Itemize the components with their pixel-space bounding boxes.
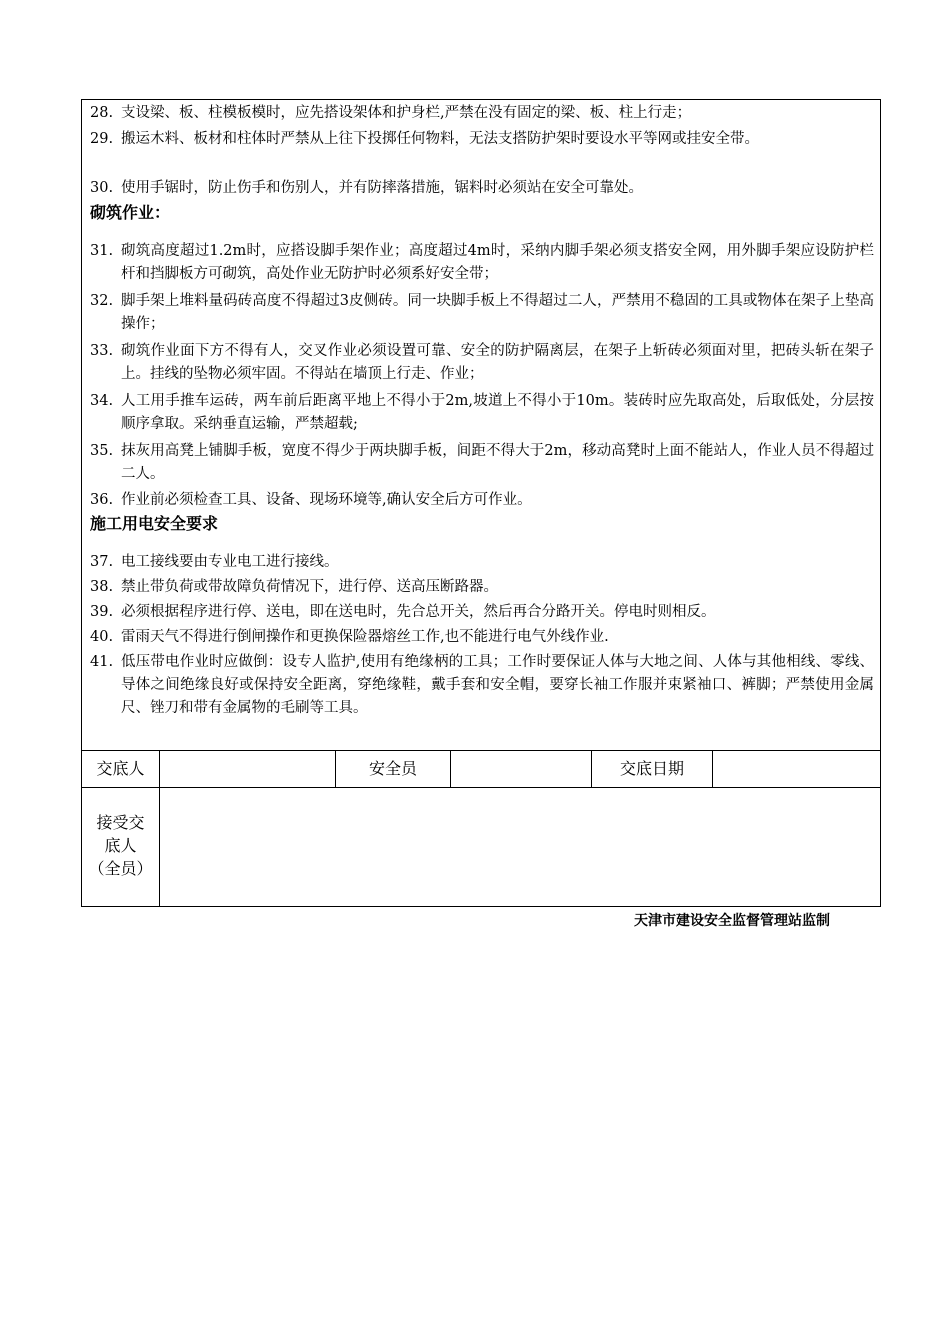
handover-date-field[interactable] bbox=[713, 751, 880, 787]
list-item bbox=[90, 651, 874, 720]
section-heading-electrical: 施工用电安全要求 bbox=[90, 514, 219, 533]
item-number: 36. bbox=[90, 492, 114, 508]
item-number: 34. bbox=[90, 393, 114, 409]
item-number: 32. bbox=[90, 293, 114, 309]
item-text: 雷雨天气不得进行倒闸操作和更换保险器熔丝工作,也不能进行电气外线作业. bbox=[121, 629, 609, 645]
item-text: 砌筑高度超过1.2m时，应搭设脚手架作业；高度超过4m时，采纳内脚手架必须支搭安全网，用外脚手架应设防护栏杆和挡脚板方可砌筑，高处作业无防护时必须系好安全带； bbox=[121, 243, 874, 282]
list-item bbox=[90, 240, 874, 286]
list-item bbox=[90, 576, 874, 599]
section-heading-masonry: 砌筑作业： bbox=[90, 203, 171, 222]
safety-officer-field[interactable] bbox=[451, 751, 591, 787]
list-item bbox=[90, 489, 874, 512]
receiver-label-line: （全员） bbox=[88, 859, 153, 878]
list-item bbox=[90, 440, 874, 486]
handover-person-field[interactable] bbox=[160, 751, 335, 787]
list-item bbox=[90, 340, 874, 386]
safety-briefing-table bbox=[81, 99, 881, 907]
handover-person-label: 交底人 bbox=[96, 759, 145, 778]
item-number: 38. bbox=[90, 579, 114, 595]
receiver-label-line: 底人 bbox=[104, 836, 137, 855]
item-text: 禁止带负荷或带故障负荷情况下，进行停、送高压断路器。 bbox=[121, 579, 498, 595]
item-text: 作业前必须检查工具、设备、现场环境等,确认安全后方可作业。 bbox=[121, 492, 532, 508]
list-item bbox=[90, 551, 874, 574]
item-number: 39. bbox=[90, 604, 114, 620]
list-item bbox=[90, 128, 874, 151]
item-number: 30. bbox=[90, 180, 114, 196]
item-text: 必须根据程序进行停、送电，即在送电时，先合总开关，然后再合分路开关。停电时则相反。 bbox=[121, 604, 716, 620]
receiver-label-line: 接受交 bbox=[96, 813, 145, 832]
item-number: 29. bbox=[90, 131, 114, 147]
item-text: 搬运木料、板材和柱体时严禁从上往下投掷任何物料，无法支搭防护架时要设水平等网或挂安全带。 bbox=[121, 131, 759, 147]
list-item bbox=[90, 601, 874, 624]
item-text: 电工接线要由专业电工进行接线。 bbox=[121, 554, 339, 570]
item-number: 33. bbox=[90, 343, 114, 359]
item-text: 砌筑作业面下方不得有人，交叉作业必须设置可靠、安全的防护隔离层，在架子上斩砖必须面对里，把砖头斩在架子上。挂线的坠物必须牢固。不得站在墙顶上行走、作业； bbox=[121, 343, 874, 382]
item-number: 40. bbox=[90, 629, 114, 645]
list-item bbox=[90, 626, 874, 649]
item-text: 人工用手推车运砖，两车前后距离平地上不得小于2m,坡道上不得小于10m。装砖时应先取高处，后取低处，分层按顺序拿取。采纳垂直运输，严禁超载; bbox=[121, 393, 874, 432]
item-number: 37. bbox=[90, 554, 114, 570]
issuer-footer: 天津市建设安全监督管理站监制 bbox=[634, 913, 830, 929]
item-text: 抹灰用高凳上铺脚手板，宽度不得少于两块脚手板，间距不得大于2m，移动高凳时上面不能站人，作业人员不得超过二人。 bbox=[121, 443, 874, 482]
list-item bbox=[90, 102, 874, 125]
receiver-label bbox=[82, 788, 159, 906]
handover-date-label: 交底日期 bbox=[619, 759, 684, 778]
item-number: 31. bbox=[90, 243, 114, 259]
list-item bbox=[90, 390, 874, 436]
list-item bbox=[90, 290, 874, 336]
item-text: 使用手锯时，防止伤手和伤别人，并有防摔落措施，锯料时必须站在安全可靠处。 bbox=[121, 180, 643, 196]
item-text: 支设梁、板、柱模板模时，应先搭设架体和护身栏,严禁在没有固定的梁、板、柱上行走； bbox=[121, 105, 692, 121]
item-number: 41. bbox=[90, 654, 114, 670]
signature-row bbox=[82, 750, 880, 788]
receiver-signature-field[interactable] bbox=[160, 788, 880, 906]
item-text: 脚手架上堆料量码砖高度不得超过3皮侧砖。同一块脚手板上不得超过二人，严禁用不稳固的工具或物体在架子上垫高操作； bbox=[121, 293, 874, 332]
briefing-content bbox=[82, 100, 880, 750]
list-item bbox=[90, 177, 874, 200]
safety-officer-label: 安全员 bbox=[368, 759, 417, 778]
item-number: 28. bbox=[90, 105, 114, 121]
item-number: 35. bbox=[90, 443, 114, 459]
item-text: 低压带电作业时应做倒：设专人监护,使用有绝缘柄的工具；工作时要保证人体与大地之间、人体与其他相线、零线、导体之间绝缘良好或保持安全距离，穿绝缘鞋，戴手套和安全帽，要穿长袖工作服并束紧袖口、裤脚；严禁使用金属尺、锉刀和带有金属物的毛刷等工具。 bbox=[121, 654, 874, 716]
